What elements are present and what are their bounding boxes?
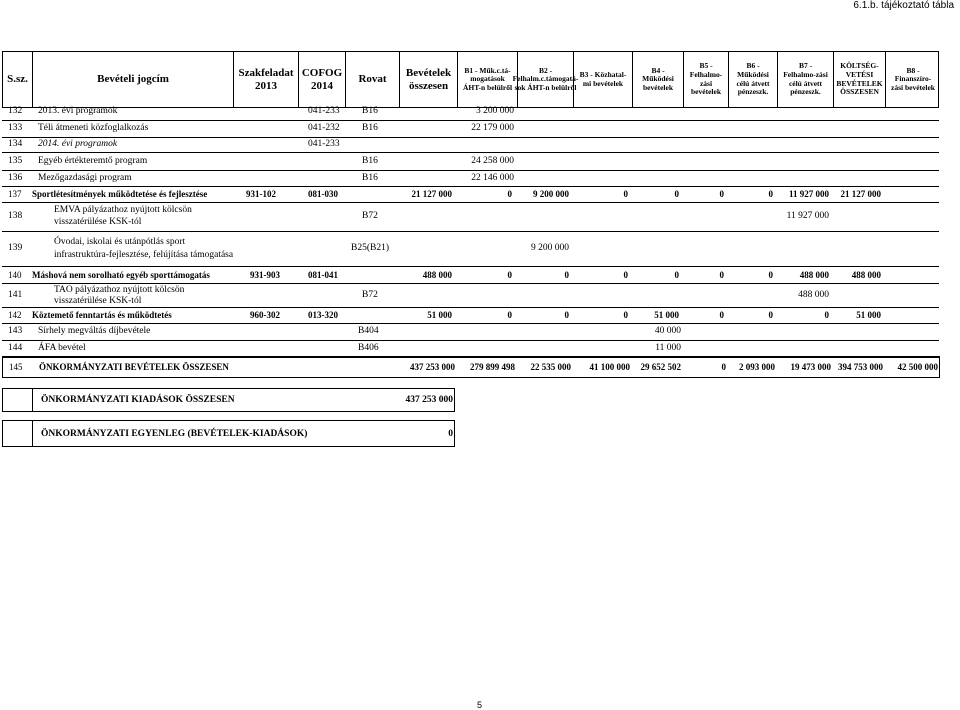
- row-number: 133: [8, 123, 23, 133]
- row-total: 437 253 000: [410, 362, 455, 372]
- row-b7: 19 473 000: [790, 362, 831, 372]
- expenses-label: ÖNKORMÁNYZATI KIADÁSOK ÖSSZESEN: [41, 395, 235, 405]
- header-b6: B6 - Működési célú átvett pénzeszk.: [728, 52, 777, 107]
- header-b8: B8 - Finanszíro-zási bevételek: [885, 52, 940, 107]
- header-b2: B2 - Felhalm.c.támogatá-sok ÁHT-n belülről: [517, 52, 573, 107]
- row-name: Sportlétesítmények működtetése és fejlesztése: [32, 189, 208, 199]
- row-name: Mezőgazdasági program: [38, 173, 132, 183]
- row-number: 134: [8, 139, 23, 149]
- row-szakfeladat: 041-232: [308, 123, 340, 133]
- row-total: 51 000: [427, 310, 452, 320]
- table-row: [2, 283, 939, 308]
- row-szakfeladat: 041-233: [308, 139, 340, 149]
- header-b4: B4 - Működési bevételek: [632, 52, 683, 107]
- header-koltsegvetesi: KÖLTSÉG-VETÉSI BEVÉTELEK ÖSSZESEN: [833, 52, 885, 107]
- row-b4: 51 000: [654, 310, 679, 320]
- row-b3: 0: [623, 189, 628, 199]
- row-rovat: B16: [362, 123, 378, 133]
- row-b5: 0: [721, 362, 726, 372]
- row-number: 144: [8, 343, 23, 353]
- row-total: 3 200 000: [476, 106, 514, 116]
- row-b6: 2 093 000: [739, 362, 775, 372]
- row-total: 21 127 000: [411, 189, 452, 199]
- row-number: 137: [8, 189, 22, 199]
- row-b2: 0: [564, 270, 569, 280]
- row-b6: 0: [768, 270, 773, 280]
- row-b1: 0: [507, 270, 512, 280]
- row-b3: 0: [623, 270, 628, 280]
- row-number: 145: [9, 362, 23, 372]
- header-b1: B1 - Műk.c.tá-mogatások ÁHT-n belülről: [457, 52, 517, 107]
- row-b5: 0: [719, 189, 724, 199]
- expenses-summary-row: [2, 388, 455, 412]
- header-b5: B5 - Felhalmo-zási bevételek: [683, 52, 728, 107]
- row-name: ÁFA bevétel: [38, 343, 86, 353]
- row-number: 135: [8, 156, 23, 166]
- row-rovat: B72: [362, 211, 378, 221]
- row-rovat: B72: [362, 290, 378, 300]
- expenses-value: 437 253 000: [405, 395, 453, 405]
- table-row: [2, 103, 939, 121]
- header-cofog: COFOG 2014: [298, 52, 345, 107]
- table-row: [2, 266, 939, 284]
- row-number: 132: [8, 106, 23, 116]
- row-name-line1: Óvodai, iskolai és utánpótlás sport: [54, 237, 186, 247]
- row-name: ÖNKORMÁNYZATI BEVÉTELEK ÖSSZESEN: [39, 362, 229, 372]
- table-reference-note: 6.1.b. tájékoztató tábla: [853, 0, 954, 11]
- row-cofog: 013-320: [308, 310, 338, 320]
- row-number: 142: [8, 310, 22, 320]
- row-name: Máshová nem sorolható egyéb sporttámogatás: [32, 270, 210, 280]
- table-row: [2, 202, 939, 232]
- row-number: 140: [8, 270, 22, 280]
- row-name-line1: EMVA pályázathoz nyújtott kölcsön: [54, 205, 192, 215]
- row-b4: 0: [674, 189, 679, 199]
- row-number: 136: [8, 173, 23, 183]
- row-szakfeladat: 931-903: [250, 270, 280, 280]
- row-name-line2: visszatérülése KSK-tól: [54, 217, 142, 227]
- row-koltsegvetesi: 51 000: [856, 310, 881, 320]
- row-name: 2014. évi programok: [38, 139, 118, 149]
- row-number: 138: [8, 211, 23, 221]
- table-row: [2, 137, 939, 153]
- table-row: [2, 170, 939, 187]
- row-b4: 29 652 502: [640, 362, 681, 372]
- row-b5: 0: [719, 310, 724, 320]
- header-szakfeladat: Szakfeladat 2013: [233, 52, 298, 107]
- header-b3: B3 - Közhatal-mi bevételek: [573, 52, 632, 107]
- row-b7: 488 000: [798, 290, 829, 300]
- row-b3: 41 100 000: [589, 362, 630, 372]
- page-number: 5: [477, 700, 483, 710]
- row-rovat: B404: [358, 326, 379, 336]
- row-b5: 0: [719, 270, 724, 280]
- row-b7: 0: [824, 310, 829, 320]
- row-b4: 0: [674, 270, 679, 280]
- row-number: 141: [8, 290, 23, 300]
- balance-value: 0: [448, 429, 453, 439]
- row-b2: 9 200 000: [531, 243, 569, 253]
- table-header: [2, 51, 939, 108]
- row-b7: 11 927 000: [786, 211, 829, 221]
- row-b3: 0: [623, 310, 628, 320]
- row-name-line2: visszatérülése KSK-tól: [54, 296, 142, 306]
- row-name-line1: TAO pályázathoz nyújtott kölcsön: [54, 285, 185, 295]
- row-number: 143: [8, 326, 23, 336]
- table-row: [2, 307, 939, 324]
- row-cofog: 081-041: [308, 270, 338, 280]
- header-rovat: Rovat: [345, 52, 399, 107]
- row-b1: 279 899 498: [470, 362, 515, 372]
- row-total: 488 000: [422, 270, 452, 280]
- row-cofog: 081-030: [308, 189, 338, 199]
- row-rovat: B25(B21): [351, 243, 389, 253]
- row-b8: 42 500 000: [897, 362, 938, 372]
- row-rovat: B16: [362, 156, 378, 166]
- header-osszesen: Bevételek összesen: [399, 52, 457, 107]
- row-koltsegvetesi: 394 753 000: [838, 362, 883, 372]
- row-name: Sírhely megváltás díjbevétele: [38, 326, 151, 336]
- row-b2: 9 200 000: [533, 189, 569, 199]
- row-name: Egyéb értékteremtő program: [38, 156, 148, 166]
- row-szakfeladat: 931-102: [246, 189, 276, 199]
- row-name: Téli átmeneti közfoglalkozás: [38, 123, 149, 133]
- table-row: [2, 152, 939, 171]
- balance-label: ÖNKORMÁNYZATI EGYENLEG (BEVÉTELEK-KIADÁSOK): [41, 429, 308, 439]
- row-b4: 40 000: [654, 326, 681, 336]
- row-name: Köztemető fenntartás és működtetés: [32, 310, 172, 320]
- row-b2: 22 535 000: [530, 362, 571, 372]
- row-number: 139: [8, 243, 23, 253]
- row-b6: 0: [768, 189, 773, 199]
- table-row: [2, 120, 939, 138]
- table-row: [2, 186, 939, 203]
- row-rovat: B16: [362, 173, 378, 183]
- row-koltsegvetesi: 488 000: [851, 270, 881, 280]
- balance-summary-row: [2, 420, 455, 447]
- row-rovat: B406: [358, 343, 379, 353]
- header-b7: B7 - Felhalmo-zási célú átvett pénzeszk.: [777, 52, 833, 107]
- table-row: [2, 231, 939, 267]
- row-total: 24 258 000: [471, 156, 514, 166]
- row-koltsegvetesi: 21 127 000: [840, 189, 881, 199]
- header-jogcim: Bevételi jogcím: [32, 52, 233, 107]
- row-name: 2013. évi programok: [38, 106, 118, 116]
- row-b7: 488 000: [799, 270, 829, 280]
- row-b2: 0: [564, 310, 569, 320]
- row-szakfeladat: 960-302: [250, 310, 280, 320]
- row-b6: 0: [768, 310, 773, 320]
- header-sorszam: S.sz.: [7, 73, 28, 86]
- row-rovat: B16: [362, 106, 378, 116]
- table-row: [2, 323, 939, 341]
- row-b7: 11 927 000: [788, 189, 829, 199]
- total-row: [2, 356, 940, 378]
- row-total: 22 179 000: [471, 123, 514, 133]
- row-name-line2: infrastruktúra-fejlesztése, felújítása támogatása: [54, 250, 234, 260]
- row-b1: 0: [507, 310, 512, 320]
- row-szakfeladat: 041-233: [308, 106, 340, 116]
- row-total: 22 146 000: [471, 173, 514, 183]
- row-b1: 0: [507, 189, 512, 199]
- row-b4: 11 000: [655, 343, 681, 353]
